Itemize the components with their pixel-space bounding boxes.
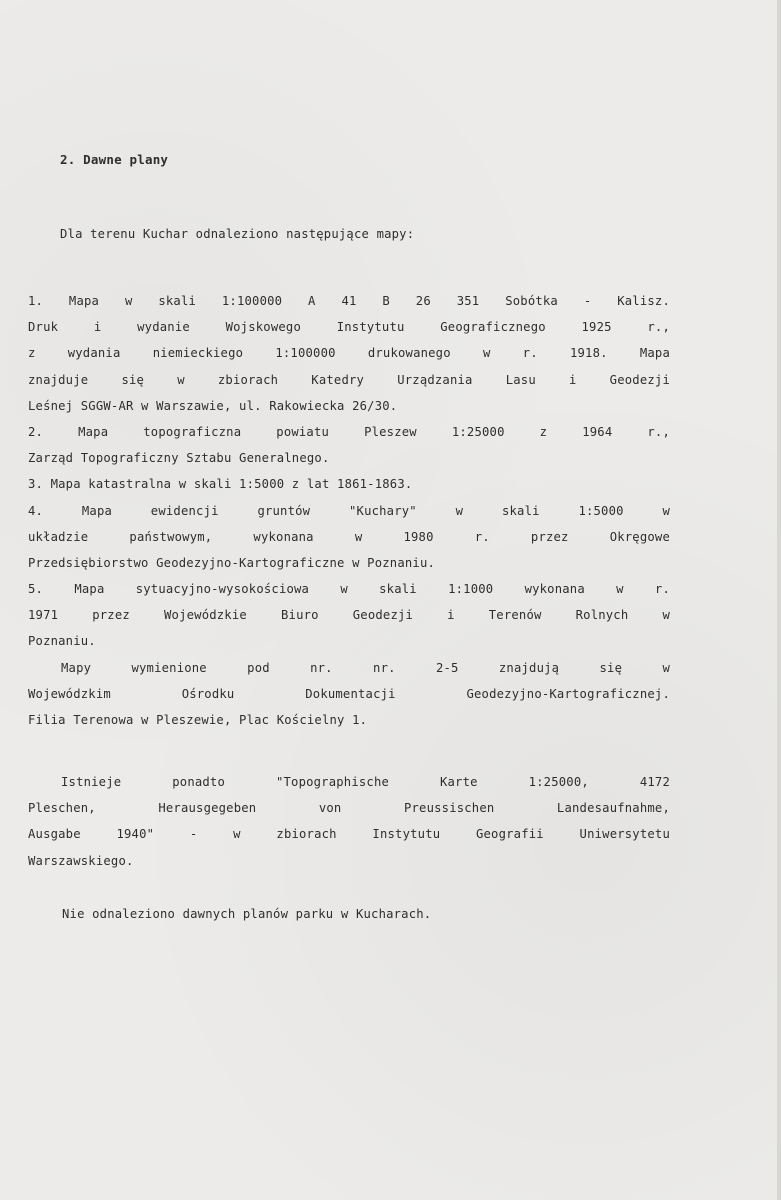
item4-line2: układzie państwowym, wykonana w 1980 r. przez Okręgowe [28,529,670,544]
conclusion-sentence: Nie odnaleziono dawnych planów parku w Kucharach. [62,907,432,921]
additional-paragraph [28,769,670,874]
item2-line2: Zarząd Topograficzny Sztabu Generalnego. [28,451,330,466]
additional-line4: Warszawskiego. [28,853,134,868]
item4-line1: 4. Mapa ewidencji gruntów "Kuchary" w skali 1:5000 w [28,503,670,518]
map-list [28,288,670,733]
item5-line3: Poznaniu. [28,634,96,649]
item5-line2: 1971 przez Wojewódzkie Biuro Geodezji i Terenów Rolnych w [28,608,670,623]
page-edge [777,0,781,1200]
location-note-line1: Mapy wymienione pod nr. nr. 2-5 znajdują się w [61,660,670,675]
additional-line2: Pleschen, Herausgegeben von Preussischen Landesaufnahme, [28,801,670,816]
item1-line3: z wydania niemieckiego 1:100000 drukowanego w r. 1918. Mapa [28,346,670,361]
item1-line1: 1. Mapa w skali 1:100000 A 41 B 26 351 Sobótka - Kalisz. [28,294,670,308]
item5-line1: 5. Mapa sytuacyjno-wysokościowa w skali 1:1000 wykonana w r. [28,582,670,597]
item1-line2: Druk i wydanie Wojskowego Instytutu Geograficznego 1925 r., [28,320,670,335]
item1-line5: Leśnej SGGW-AR w Warszawie, ul. Rakowiecka 26/30. [28,398,398,413]
additional-line3: Ausgabe 1940" - w zbiorach Instytutu Geografii Uniwersytetu [28,827,670,842]
location-note-line3: Filia Terenowa w Pleszewie, Plac Kościelny 1. [28,713,368,727]
item1-line4: znajduje się w zbiorach Katedry Urządzania Lasu i Geodezji [28,372,670,387]
item3-line1: 3. Mapa katastralna w skali 1:5000 z lat 1861-1863. [28,477,413,492]
item4-line3: Przedsiębiorstwo Geodezyjno-Kartograficzne w Poznaniu. [28,555,436,570]
section-heading: 2. Dawne plany [60,152,169,167]
location-note-line2: Wojewódzkim Ośrodku Dokumentacji Geodezyjno-Kartograficznej. [28,686,670,701]
intro-sentence: Dla terenu Kuchar odnaleziono następujące mapy: [60,227,415,241]
additional-line1: Istnieje ponadto "Topographische Karte 1:25000, 4172 [61,775,670,789]
item2-line1: 2. Mapa topograficzna powiatu Pleszew 1:25000 z 1964 r., [28,424,670,439]
